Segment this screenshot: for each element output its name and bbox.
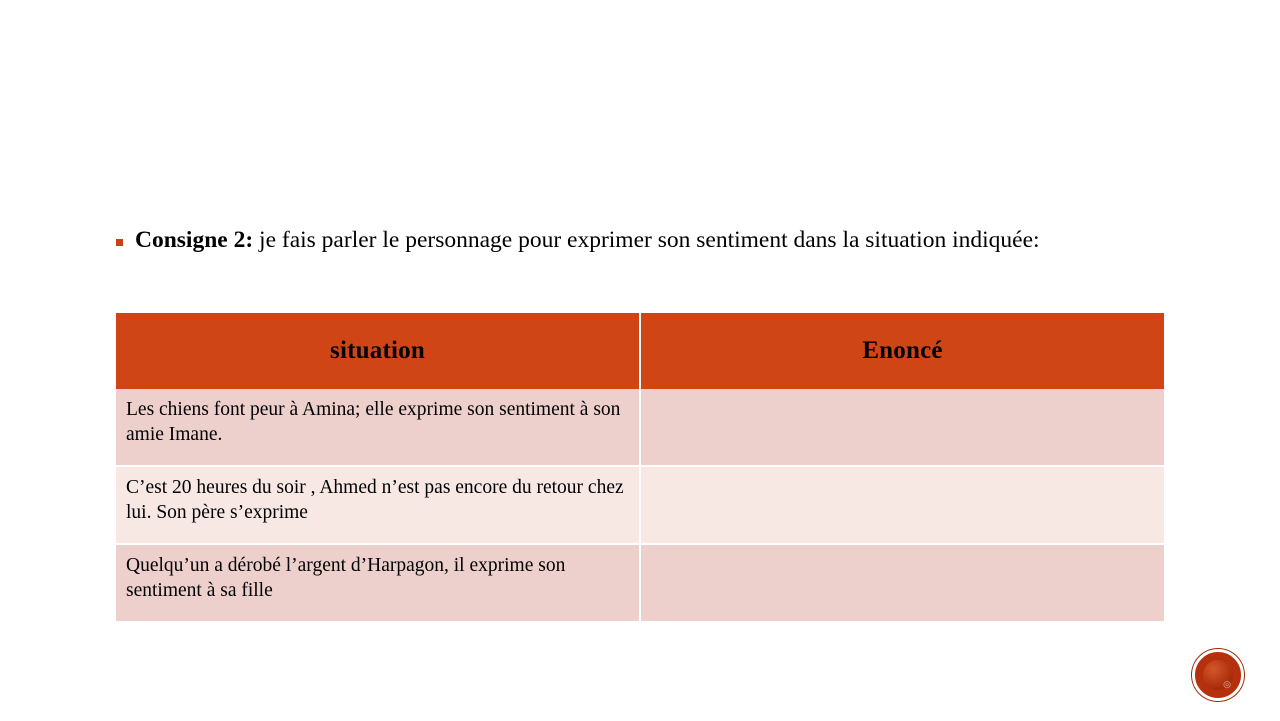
table-row: [116, 544, 1164, 622]
circular-seal-icon: [1192, 649, 1244, 701]
consigne-text: [135, 226, 1040, 254]
cell-situation: Les chiens font peur à Amina; elle exprime son sentiment à son amie Imane.: [116, 389, 640, 466]
table-row: [116, 466, 1164, 544]
seal-inner-icon: [1203, 660, 1233, 690]
cell-enonce[interactable]: [640, 466, 1164, 544]
seal-glyph: ◎: [1223, 679, 1231, 689]
column-header-situation: situation: [116, 313, 640, 389]
cell-situation: Quelqu’un a dérobé l’argent d’Harpagon, il exprime son sentiment à sa fille: [116, 544, 640, 622]
cell-enonce[interactable]: [640, 389, 1164, 466]
cell-situation: C’est 20 heures du soir , Ahmed n’est pas encore du retour chez lui. Son père s’exprime: [116, 466, 640, 544]
consigne-body: je fais parler le personnage pour exprimer son sentiment dans la situation indiquée:: [253, 227, 1040, 253]
table-header-row: [116, 313, 1164, 389]
situation-enonce-table: [116, 313, 1164, 623]
consigne-paragraph: [116, 226, 1096, 254]
square-bullet-icon: [116, 239, 123, 246]
cell-enonce[interactable]: [640, 544, 1164, 622]
column-header-enonce: Enoncé: [640, 313, 1164, 389]
table-row: [116, 389, 1164, 466]
consigne-label: Consigne 2:: [135, 227, 254, 253]
